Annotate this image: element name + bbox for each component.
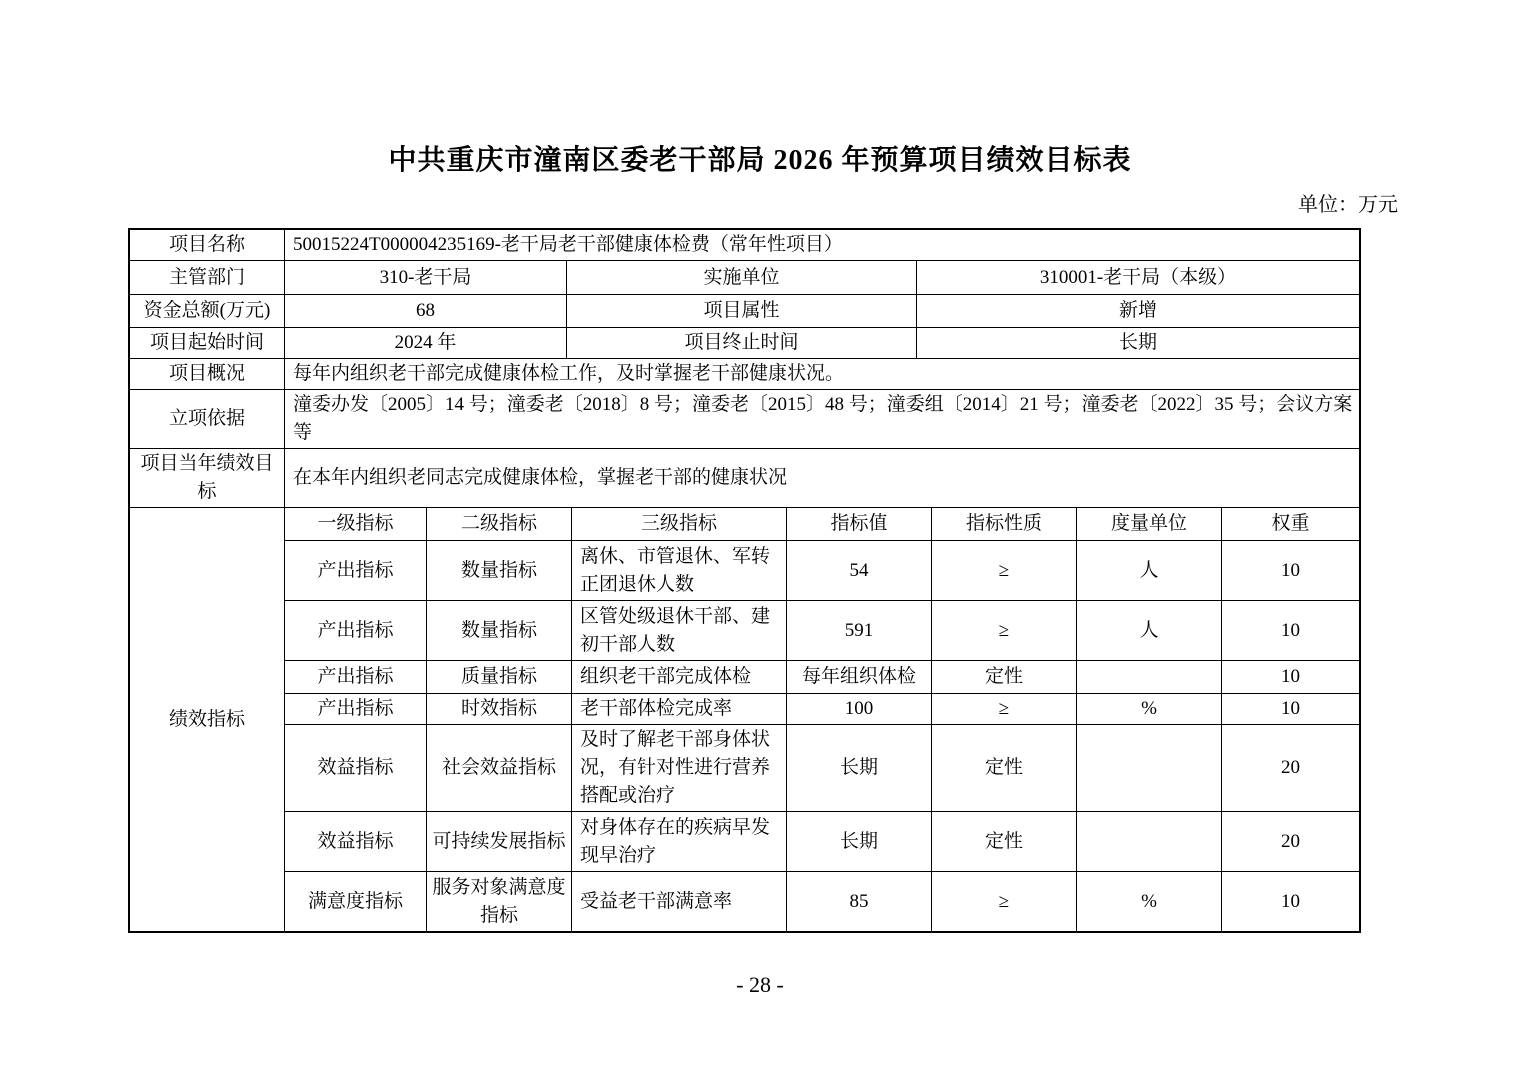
indicator-level1: 产出指标	[285, 541, 427, 600]
start-time-label: 项目起始时间	[130, 328, 285, 358]
dept-value: 310-老干局	[285, 261, 567, 294]
indicator-section	[130, 508, 1359, 931]
indicator-level3: 对身体存在的疾病早发现早治疗	[572, 812, 787, 871]
annual-goal-value: 在本年内组织老同志完成健康体检，掌握老干部的健康状况	[293, 467, 788, 488]
indicator-nature: ≥	[932, 541, 1077, 600]
attr-value: 新增	[1118, 300, 1157, 321]
indicator-unit: 人	[1077, 601, 1222, 660]
indicator-level1: 产出指标	[285, 661, 427, 693]
indicator-unit: 人	[1077, 541, 1222, 600]
indicator-level3: 老干部体检完成率	[572, 694, 787, 724]
indicator-unit	[1077, 725, 1222, 811]
indicator-level2: 社会效益指标	[427, 725, 572, 811]
indicator-subtable	[285, 508, 1359, 931]
indicator-weight: 10	[1281, 890, 1300, 912]
start-time-value: 2024 年	[285, 328, 567, 358]
indicator-level1: 满意度指标	[285, 872, 427, 931]
indicator-level3: 及时了解老干部身体状况，有针对性进行营养搭配或治疗	[572, 725, 787, 811]
indicator-level2: 可持续发展指标	[427, 812, 572, 871]
indicator-value: 85	[787, 872, 932, 931]
indicator-weight: 10	[1281, 666, 1300, 687]
indicator-value: 54	[787, 541, 932, 600]
impl-unit-label: 实施单位	[567, 261, 917, 294]
header-value: 指标值	[787, 508, 932, 540]
attr-label: 项目属性	[567, 295, 917, 327]
header-unit: 度量单位	[1077, 508, 1222, 540]
indicator-weight: 10	[1281, 559, 1300, 581]
indicator-row	[285, 601, 1359, 661]
page-title: 中共重庆市潼南区委老干部局 2026 年预算项目绩效目标表	[388, 145, 1132, 176]
indicator-section-label: 绩效指标	[130, 508, 285, 931]
table-row	[130, 359, 1359, 390]
indicator-unit: %	[1077, 694, 1222, 724]
indicator-level3: 受益老干部满意率	[572, 872, 787, 931]
indicator-header-row	[285, 508, 1359, 541]
table-row	[130, 390, 1359, 449]
indicator-value: 100	[787, 694, 932, 724]
indicator-weight: 20	[1281, 757, 1300, 778]
indicator-value: 长期	[787, 812, 932, 871]
annual-goal-label: 项目当年绩效目标	[130, 449, 285, 507]
table-row	[130, 328, 1359, 359]
indicator-level2: 时效指标	[427, 694, 572, 724]
indicator-level3: 离休、市管退休、军转正团退休人数	[572, 541, 787, 600]
indicator-level1: 产出指标	[285, 694, 427, 724]
basis-label: 立项依据	[130, 390, 285, 448]
page-number: - 28 -	[736, 972, 784, 997]
impl-unit-value: 310001-老干局（本级）	[1039, 266, 1237, 288]
indicator-row	[285, 694, 1359, 725]
header-weight: 权重	[1271, 513, 1310, 534]
indicator-row	[285, 661, 1359, 694]
header-level3: 三级指标	[572, 508, 787, 540]
indicator-weight: 20	[1281, 830, 1300, 852]
indicator-nature: 定性	[932, 661, 1077, 693]
indicator-level3: 组织老干部完成体检	[572, 661, 787, 693]
unit-note: 单位：万元	[1298, 194, 1398, 216]
header-level2: 二级指标	[427, 508, 572, 540]
indicator-weight: 10	[1281, 698, 1300, 719]
table-row	[130, 295, 1359, 328]
indicator-level2: 质量指标	[427, 661, 572, 693]
indicator-nature: ≥	[932, 694, 1077, 724]
total-fund-label: 资金总额(万元)	[130, 295, 285, 327]
indicator-value: 591	[787, 601, 932, 660]
indicator-weight: 10	[1281, 619, 1300, 641]
indicator-level1: 产出指标	[285, 601, 427, 660]
indicator-level3: 区管处级退休干部、建初干部人数	[572, 601, 787, 660]
indicator-level1: 效益指标	[285, 725, 427, 811]
end-time-value: 长期	[1118, 332, 1157, 353]
table-row	[130, 261, 1359, 295]
indicator-nature: 定性	[932, 812, 1077, 871]
indicator-row	[285, 872, 1359, 931]
indicator-row	[285, 812, 1359, 872]
indicator-level2: 数量指标	[427, 541, 572, 600]
project-name-label: 项目名称	[130, 230, 285, 260]
indicator-unit	[1077, 661, 1222, 693]
performance-target-table	[128, 228, 1361, 933]
indicator-value: 每年组织体检	[787, 661, 932, 693]
header-level1: 一级指标	[285, 508, 427, 540]
table-row	[130, 230, 1359, 261]
indicator-level2: 数量指标	[427, 601, 572, 660]
overview-value: 每年内组织老干部完成健康体检工作，及时掌握老干部健康状况。	[293, 363, 845, 384]
indicator-value: 长期	[787, 725, 932, 811]
end-time-label: 项目终止时间	[567, 328, 917, 358]
indicator-unit	[1077, 812, 1222, 871]
indicator-nature: 定性	[932, 725, 1077, 811]
basis-value: 潼委办发〔2005〕14 号；潼委老〔2018〕8 号；潼委老〔2015〕48 号；潼委组〔2014〕21 号；潼委老〔2022〕35 号；会议方案等	[293, 394, 1353, 443]
indicator-level2: 服务对象满意度指标	[427, 872, 572, 931]
project-name-value: 50015224T000004235169-老干局老干部健康体检费（常年性项目）	[293, 234, 843, 255]
indicator-row	[285, 725, 1359, 812]
indicator-row	[285, 541, 1359, 601]
indicator-level1: 效益指标	[285, 812, 427, 871]
table-row	[130, 449, 1359, 508]
indicator-unit: %	[1077, 872, 1222, 931]
indicator-nature: ≥	[932, 872, 1077, 931]
total-fund-value: 68	[285, 295, 567, 327]
dept-label: 主管部门	[130, 261, 285, 294]
indicator-nature: ≥	[932, 601, 1077, 660]
header-nature: 指标性质	[932, 508, 1077, 540]
overview-label: 项目概况	[130, 359, 285, 389]
